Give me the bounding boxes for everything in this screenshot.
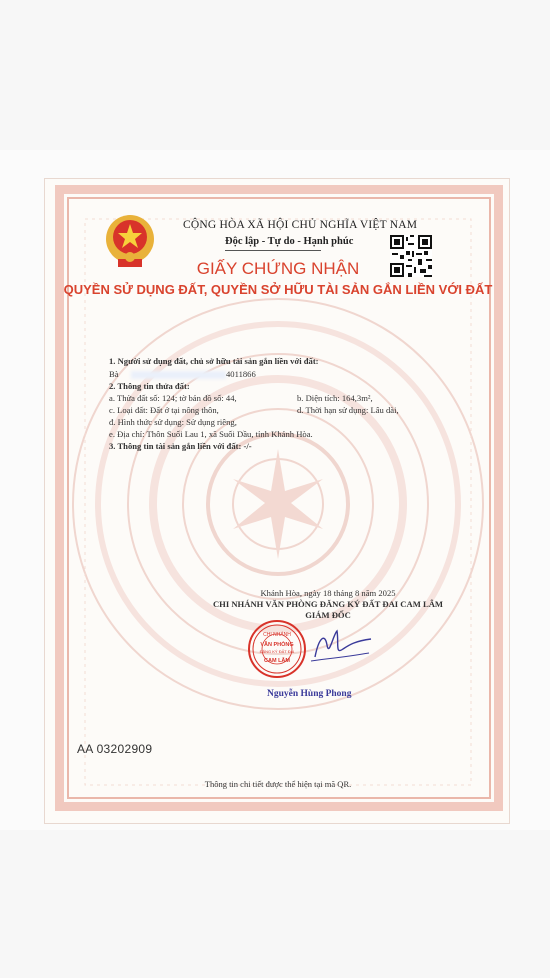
issuing-office: CHI NHÁNH VĂN PHÒNG ĐĂNG KÝ ĐẤT ĐAI CAM LÂM — [212, 599, 444, 609]
nation-heading: CỘNG HÒA XÃ HỘI CHỦ NGHĨA VIỆT NAM — [183, 219, 418, 231]
usage-term: d. Thời hạn sử dụng: Lâu dài, — [297, 405, 399, 415]
parcel-number: a. Thửa đất số: 124; tờ bản đồ số: 44, — [109, 393, 237, 403]
motto: Độc lập - Tự do - Hạnh phúc — [225, 236, 354, 247]
stamp-line-2: VĂN PHÒNG — [260, 642, 294, 648]
section-3-heading: 3. Thông tin tài sản gắn liền với đất: -/- — [109, 441, 252, 451]
holder-id-tail: 4011866 — [226, 369, 256, 379]
parcel-area: b. Diện tích: 164,3m², — [297, 393, 373, 403]
land-use-certificate — [44, 178, 510, 824]
serial-number: AA 03202909 — [77, 742, 153, 756]
usage-form: đ. Hình thức sử dụng: Sử dụng riêng, — [109, 417, 237, 427]
redacted-holder-name — [131, 371, 226, 379]
section-1-heading: 1. Người sử dụng đất, chủ sở hữu tài sản gắn liền với đất: — [109, 356, 319, 366]
certificate-title: GIẤY CHỨNG NHẬN — [196, 259, 360, 278]
stamp-line-1: CHI NHÁNH — [263, 632, 291, 638]
land-type: c. Loại đất: Đất ở tại nông thôn, — [109, 405, 219, 415]
stamp-line-3: ĐĂNG KÝ ĐẤT ĐAI — [259, 649, 295, 654]
section-2-heading: 2. Thông tin thửa đất: — [109, 381, 190, 391]
handwritten-signature-icon — [285, 627, 375, 671]
stamp-line-4: CAM LÂM — [264, 658, 290, 664]
certificate-subtitle: QUYỀN SỬ DỤNG ĐẤT, QUYỀN SỞ HỮU TÀI SẢN GẮN LIỀN VỚI ĐẤT — [63, 282, 493, 297]
parcel-address: e. Địa chỉ: Thôn Suối Lau 1, xã Suối Dầu, tỉnh Khánh Hòa. — [109, 429, 313, 439]
holder-prefix: Bà — [109, 369, 119, 379]
motto-underline — [225, 250, 321, 251]
qr-note: Thông tin chi tiết được thể hiện tại mã QR. — [204, 779, 352, 789]
signer-role: GIÁM ĐỐC — [305, 610, 351, 620]
place-date: Khánh Hòa, ngày 18 tháng 8 năm 2025 — [260, 588, 396, 598]
signer-name: Nguyễn Hùng Phong — [267, 689, 352, 699]
